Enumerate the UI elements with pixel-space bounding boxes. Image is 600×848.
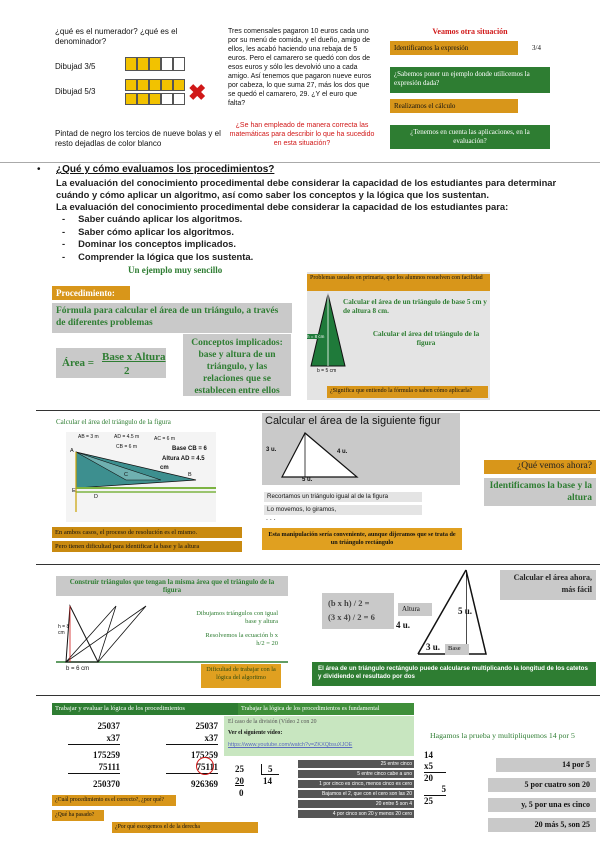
q-happened: ¿Qué ha pasado?: [52, 810, 104, 821]
divider-2: [36, 410, 600, 411]
s3-triangle-figure: [66, 432, 216, 522]
step-3: . . .: [266, 515, 276, 522]
formula-box: Fórmula para calcular el área de un triángulo, a través de diferentes problemas: [52, 303, 292, 333]
mult-2: 25037 x37 175259 75111 926369: [166, 720, 218, 790]
base-label: Base: [445, 644, 469, 655]
bullet-dot: •: [37, 164, 41, 175]
tall-triangle: [309, 292, 347, 368]
division-steps: [298, 760, 414, 820]
label-cm: cm: [160, 465, 169, 471]
list-item: 20 entre 5 son 4: [298, 800, 414, 808]
s4-figure: [56, 598, 288, 690]
panel-step-1: Identificamos la expresión: [390, 41, 518, 55]
label-ac: AC = 6 m: [154, 436, 175, 442]
result-2: 5 por cuatro son 20: [488, 778, 596, 792]
tri-base-label: b = 5 cm: [317, 368, 337, 374]
q-why-right: ¿Por qué escogemos el de la derecha: [112, 822, 258, 833]
divider-3: [36, 564, 600, 565]
label-base: Base CB = 6: [172, 446, 207, 452]
draw-53-label: Dibujad 5/3: [55, 87, 96, 96]
mid-line-1: El caso de la división (Vídeo 2 con 20: [228, 719, 317, 725]
tri-height-label: h = 8 cm: [307, 334, 325, 339]
paragraph-2: La evaluación del conocimiento procedimental debe considerar la capacidad de los estudiantes para:: [56, 201, 509, 212]
result-4: 20 más 5, son 25: [488, 818, 596, 832]
manip-note: Esta manipulación sería conveniente, aunque dijeramos que se trata de un triángulo rectángulo: [262, 528, 462, 550]
list-item: 25 entre cinco: [298, 760, 414, 768]
point-c: C: [124, 472, 128, 478]
wrong-x-icon: ✖: [188, 80, 207, 105]
identify-box: Identificamos la base y la altura: [484, 478, 596, 506]
label-cb: CB = 6 m: [116, 444, 137, 450]
mult-1: 25037 x37 175259 75111 250370: [68, 720, 120, 790]
calc-box: Calcular el área ahora, más fácil: [500, 570, 596, 600]
point-b: B: [188, 472, 192, 478]
draw-35-label: Dibujad 3/5: [55, 62, 96, 71]
list-item: Bajamos el 2, que con el cero son las 20: [298, 790, 414, 798]
result-1: 14 por 5: [496, 758, 596, 772]
eq-line-2: (3 x 4) / 2 = 6: [328, 612, 375, 622]
u5-label: 5 u.: [458, 606, 473, 616]
situation-panel: [390, 27, 550, 152]
fraction-bar-53a: [125, 79, 185, 91]
s3-note-2: Pero tienen dificultad para identificar la base y la altura: [52, 541, 242, 552]
q-numerator: ¿qué es el numerador? ¿qué es el denominador?: [55, 27, 178, 46]
procedure-label: Procedimiento:: [52, 286, 130, 300]
list-item: - Saber cuándo aplicar los algoritmos.: [62, 213, 243, 224]
u3-label: 3 u.: [426, 642, 441, 652]
red-circle-mark: [196, 757, 214, 775]
concepts-box: Conceptos implicados: base y altura de un triángulo, y las relaciones que se establecen entre ellos: [183, 334, 291, 396]
top-left-block: [55, 27, 235, 157]
point-d: D: [94, 494, 98, 500]
s5-left-title: Trabajar y evaluar la lógica de los procedimientos: [52, 703, 258, 715]
s5-mid-box: [224, 716, 414, 756]
divider-1: [0, 162, 600, 163]
point-a: A: [70, 448, 74, 454]
ask-now: ¿Qué vemos ahora?: [484, 460, 596, 474]
area-label: Área =: [62, 357, 95, 369]
step-2: Lo movemos, lo giramos,: [264, 505, 422, 515]
vertical-mult: 14 x5 20 5 25: [424, 750, 446, 806]
s4-title: Construir triángulos que tengan la misma área que el triángulo de la figura: [56, 576, 288, 596]
green-explanation: El área de un triángulo rectángulo puede calcularse multiplicando la longitud de los catetos y dividiendo el resultado por dos: [312, 662, 596, 686]
q-correct: ¿Cuál procedimiento es el correcto?, ¿por qué?: [52, 795, 176, 806]
fig-label-3u: 3 u.: [266, 447, 277, 453]
video-link[interactable]: https://www.youtube.com/watch?v=ZKXQbsuXJOE: [228, 742, 353, 748]
point-e: E: [72, 488, 76, 494]
list-item: 4 por cinco son 20 y menos 20 cero: [298, 810, 414, 818]
list-item: - Saber cómo aplicar los algoritmos.: [62, 225, 234, 237]
s4-text-2: Resolvemos la ecuación b x h/2 = 20: [205, 632, 278, 647]
area-formula: [56, 348, 166, 378]
story-question: ¿Se han empleado de manera correcta las matemáticas para describir lo que ha sucedido en esta situación?: [229, 122, 375, 147]
s4-h-label: h = 8 cm: [58, 624, 70, 636]
panel-step-2: ¿Sabemos poner un ejemplo donde utilicemos la expresión dada?: [390, 67, 550, 93]
mid-line-2: Ver el siguiente vídeo:: [228, 730, 283, 736]
eq-box: [322, 593, 394, 629]
s3-left-title: Calcular el área del triángulo de la figura: [56, 418, 171, 426]
list-item: - Comprender la lógica que los sustenta.: [62, 250, 254, 262]
s4-text-1: Dibujamos triángulos con igual base y altura: [196, 610, 278, 625]
panel-step-4: ¿Tenemos en cuenta las aplicaciones, en la evaluación?: [390, 125, 550, 149]
paint-instruction: Pintad de negro los tercios de nueve bolas y el resto dejadlas de color blanco: [55, 129, 221, 148]
list-item: 5 entre cinco cabe a uno: [298, 770, 414, 778]
step-1: Recortamos un triángulo igual al de la figura: [264, 492, 422, 502]
area-numerator: Base x Altura: [102, 351, 166, 363]
s4-difficulty: Dificultad de trabajar con la lógica del algoritmo: [201, 664, 281, 688]
label-altura: Altura AD = 4.5: [162, 456, 205, 462]
list-item: - Dominar los conceptos implicados.: [62, 238, 237, 249]
fraction-bar-35: [125, 57, 185, 71]
fig-title: Calcular el área de la siguiente figur: [265, 415, 441, 427]
eq-line-1: (b x h) / 2 =: [328, 598, 370, 608]
panel-fraction: 3/4: [532, 44, 541, 52]
problem-text-1: Calcular el área de un triángulo de base 5 cm y de altura 8 cm.: [343, 298, 487, 315]
problem-title: Problemas usuales en primaria, que los alumnos resuelven con facilidad: [307, 274, 490, 291]
ability-list: [62, 213, 253, 263]
fig-triangle: [277, 427, 367, 482]
fig-label-4u: 4 u.: [337, 449, 348, 455]
label-ad: AD = 4.5 m: [114, 434, 140, 440]
divider-4: [36, 695, 600, 696]
problem-text-2: Calcular el área del triángulo de la figura: [372, 330, 480, 347]
paragraph-1: La evaluación del conocimiento procedimental debe considerar la capacidad de los estudiantes para determinar cuándo y cómo aplicar un algoritmo, así como saber los conceptos y la lógica que los sustentan.: [56, 177, 557, 200]
problem-question: ¿Significa que entiendo la fórmula o saben cómo aplicarla?: [327, 386, 488, 398]
fig-label-5u: 5 u.: [302, 477, 313, 483]
example-title: Un ejemplo muy sencillo: [128, 265, 223, 275]
s5-mid-title: Trabajar la lógica de los procedimientos es fundamental: [238, 703, 414, 715]
panel-title: Veamos otra situación: [432, 27, 508, 36]
list-item: 1 por cinco es cinco, menos cinco es cero: [298, 780, 414, 788]
section-heading: ¿Qué y cómo evaluamos los procedimientos?: [56, 164, 275, 175]
fig-box: [262, 413, 460, 485]
story-text: Tres comensales pagaron 10 euros cada uno por su menú de comida, y el dueño, amigo de ellos, les acabó haciendo una rebaja de 5 euros. Pero el camarero se quedó con dos de esos euros y sólo les devolvió uno a cada amigo. Así tenemos que pagaron nueve euros por cabeza, lo que suma 27, más los dos que se quedó el camarero, 29. ¿Y el euro que falta?: [228, 28, 372, 107]
panel-step-3: Realizamos el cálculo: [390, 99, 518, 113]
s4-b-label: b = 6 cm: [66, 666, 90, 672]
problem-slide: [307, 272, 490, 400]
s3-note-1: En ambos casos, el proceso de resolución es el mismo.: [52, 527, 242, 538]
altura-label: Altura: [398, 603, 432, 616]
result-3: y, 5 por una es cinco: [488, 798, 596, 812]
division: 25 5 20 14 0: [235, 764, 295, 808]
label-ab: AB = 3 m: [78, 434, 99, 440]
s5-right-title: Hagamos la prueba y multipliquemos 14 por 5: [430, 731, 575, 740]
area-denominator: 2: [124, 365, 130, 377]
fraction-bar-53b: [125, 93, 185, 105]
u4-label: 4 u.: [396, 620, 411, 630]
